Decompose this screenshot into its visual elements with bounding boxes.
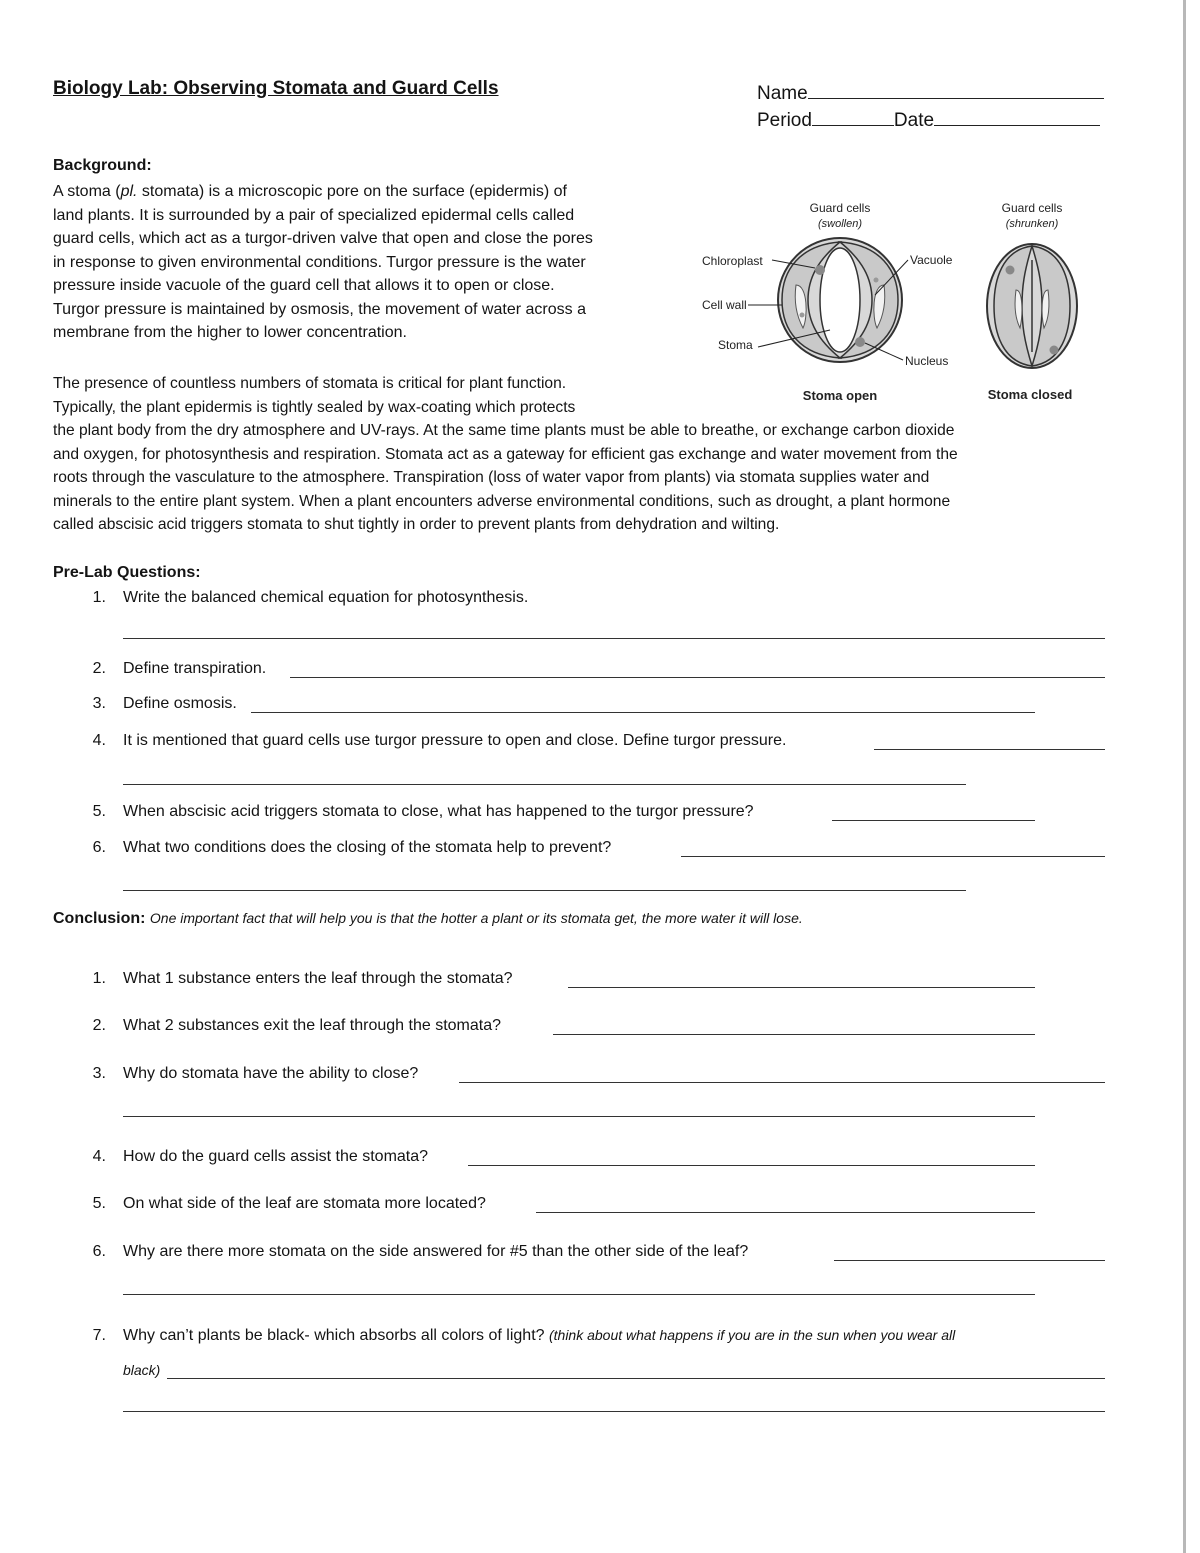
conclusion-header xyxy=(53,910,803,928)
open-guard-label: Guard cells xyxy=(809,201,871,215)
stoma-label: Stoma xyxy=(718,338,753,352)
bg-line: minerals to the entire plant system. When a plant encounters adverse environmental conditions, such as drought, a plant hormone xyxy=(53,492,951,510)
stomata-diagram xyxy=(690,190,1110,410)
open-stoma-figure xyxy=(748,238,908,362)
concl-q6-answer-line[interactable] xyxy=(834,1260,1105,1261)
conclusion-heading: Conclusion: xyxy=(53,910,146,927)
chloroplast-label: Chloroplast xyxy=(702,254,763,268)
prelab-q4-answer-line[interactable] xyxy=(874,749,1105,750)
concl-q3-answer-line-2[interactable] xyxy=(123,1116,1035,1117)
prelab-q5-answer-line[interactable] xyxy=(832,820,1035,821)
prelab-q4-number: 4. xyxy=(92,732,106,749)
period-date-field xyxy=(757,107,1100,132)
concl-q3-text: Why do stomata have the ability to close? xyxy=(123,1065,419,1082)
concl-q5-number: 5. xyxy=(92,1195,106,1212)
prelab-q4-text: It is mentioned that guard cells use turgor pressure to open and close. Define turgor pressure. xyxy=(123,732,787,749)
bg-line: the plant body from the dry atmosphere and UV-rays. At the same time plants must be able to breathe, or exchange carbon dioxide xyxy=(53,422,955,439)
concl-q7-text xyxy=(123,1327,955,1345)
concl-q2-number: 2. xyxy=(92,1017,106,1034)
bg-line: Typically, the plant epidermis is tightly sealed by wax-coating which protects xyxy=(53,398,576,416)
scan-edge xyxy=(1183,0,1186,1553)
prelab-q1-number: 1. xyxy=(92,589,106,606)
prelab-heading: Pre-Lab Questions: xyxy=(53,564,201,581)
date-line[interactable] xyxy=(934,107,1100,126)
closed-caption: Stoma closed xyxy=(987,387,1073,402)
bg-line: called abscisic acid triggers stomata to shut tightly in order to prevent plants from dehydration and wilting. xyxy=(53,516,780,533)
prelab-q3-answer-line[interactable] xyxy=(251,712,1035,713)
concl-q2-text: What 2 substances exit the leaf through the stomata? xyxy=(123,1017,501,1034)
concl-q7-number: 7. xyxy=(92,1327,106,1344)
bg-line: guard cells, which act as a turgor-driven valve that open and close the pores xyxy=(53,230,593,247)
prelab-q1-answer-line[interactable] xyxy=(123,638,1105,639)
prelab-q4-answer-line-2[interactable] xyxy=(123,784,966,785)
conclusion-note: One important fact that will help you is that the hotter a plant or its stomata get, the more water it will lose. xyxy=(149,910,803,926)
concl-q6-number: 6. xyxy=(92,1243,106,1260)
prelab-q1-text: Write the balanced chemical equation for photosynthesis. xyxy=(123,589,529,606)
prelab-q6-answer-line-2[interactable] xyxy=(123,890,966,891)
name-label: Name xyxy=(757,83,808,104)
concl-q7-answer-line[interactable] xyxy=(167,1378,1105,1379)
concl-q6-answer-line-2[interactable] xyxy=(123,1294,1035,1295)
bg-line: pressure inside vacuole of the guard cell that allows it to open or close. xyxy=(53,277,555,294)
bg-line: and oxygen, for photosynthesis and respiration. Stomata act as a gateway for efficient gas exchange and water movement from the xyxy=(53,445,958,463)
bg-line: The presence of countless numbers of stomata is critical for plant function. xyxy=(53,375,567,392)
concl-q1-number: 1. xyxy=(92,970,106,987)
closed-stoma-figure xyxy=(987,244,1077,368)
background-paragraph-1 xyxy=(53,180,673,345)
bg-line: land plants. It is surrounded by a pair of specialized epidermal cells called xyxy=(53,206,575,224)
closed-guard-sub: (shrunken) xyxy=(1005,218,1059,230)
concl-q3-number: 3. xyxy=(92,1065,106,1082)
open-caption: Stoma open xyxy=(802,388,878,403)
concl-q1-answer-line[interactable] xyxy=(568,987,1035,988)
bg-line: roots through the vasculature to the atmosphere. Transpiration (loss of water vapor from plants) via stomata supplies water and xyxy=(53,469,930,486)
prelab-q5-text: When abscisic acid triggers stomata to close, what has happened to the turgor pressure? xyxy=(123,803,754,820)
date-label: Date xyxy=(893,110,935,131)
nucleus-label: Nucleus xyxy=(905,354,949,368)
period-label: Period xyxy=(757,110,812,131)
bg-line: A stoma (pl. stomata) is a microscopic pore on the surface (epidermis) of xyxy=(53,183,567,200)
prelab-q6-answer-line[interactable] xyxy=(681,856,1105,857)
vacuole-label: Vacuole xyxy=(910,253,953,267)
name-field[interactable] xyxy=(757,80,1104,105)
concl-q4-answer-line[interactable] xyxy=(468,1165,1035,1166)
prelab-q5-number: 5. xyxy=(92,803,106,820)
concl-q6-text: Why are there more stomata on the side answered for #5 than the other side of the leaf? xyxy=(123,1243,749,1260)
cell-wall-label: Cell wall xyxy=(702,298,747,312)
worksheet-title: Biology Lab: Observing Stomata and Guard Cells xyxy=(53,78,499,99)
prelab-q6-text: What two conditions does the closing of the stomata help to prevent? xyxy=(123,839,612,856)
prelab-q3-number: 3. xyxy=(92,695,106,712)
concl-q5-answer-line[interactable] xyxy=(536,1212,1035,1213)
prelab-q2-text: Define transpiration. xyxy=(123,660,267,677)
prelab-q2-number: 2. xyxy=(92,660,106,677)
prelab-q6-number: 6. xyxy=(92,839,106,856)
background-heading: Background: xyxy=(53,157,152,174)
concl-q4-text: How do the guard cells assist the stomata? xyxy=(123,1148,429,1165)
bg-line: Turgor pressure is maintained by osmosis, the movement of water across a xyxy=(53,300,586,318)
closed-guard-label: Guard cells xyxy=(1001,201,1063,215)
prelab-q3-text: Define osmosis. xyxy=(123,695,237,712)
bg-line: membrane from the higher to lower concentration. xyxy=(53,324,407,341)
name-line[interactable] xyxy=(808,80,1104,99)
concl-q7-question: Why can’t plants be black- which absorbs all colors of light? xyxy=(123,1327,545,1344)
concl-q3-answer-line[interactable] xyxy=(459,1082,1105,1083)
open-guard-sub: (swollen) xyxy=(817,218,863,230)
concl-q7-hint: (think about what happens if you are in the sun when you wear all xyxy=(548,1327,956,1343)
concl-q4-number: 4. xyxy=(92,1148,106,1165)
bg-line: in response to given environmental conditions. Turgor pressure is the water xyxy=(53,253,586,271)
concl-q5-text: On what side of the leaf are stomata more located? xyxy=(123,1195,486,1212)
concl-q7-hint-end: black) xyxy=(123,1362,161,1378)
concl-q2-answer-line[interactable] xyxy=(553,1034,1035,1035)
period-line[interactable] xyxy=(812,107,894,126)
prelab-q2-answer-line[interactable] xyxy=(290,677,1105,678)
concl-q1-text: What 1 substance enters the leaf through the stomata? xyxy=(123,970,513,987)
concl-q7-answer-line-2[interactable] xyxy=(123,1411,1105,1412)
